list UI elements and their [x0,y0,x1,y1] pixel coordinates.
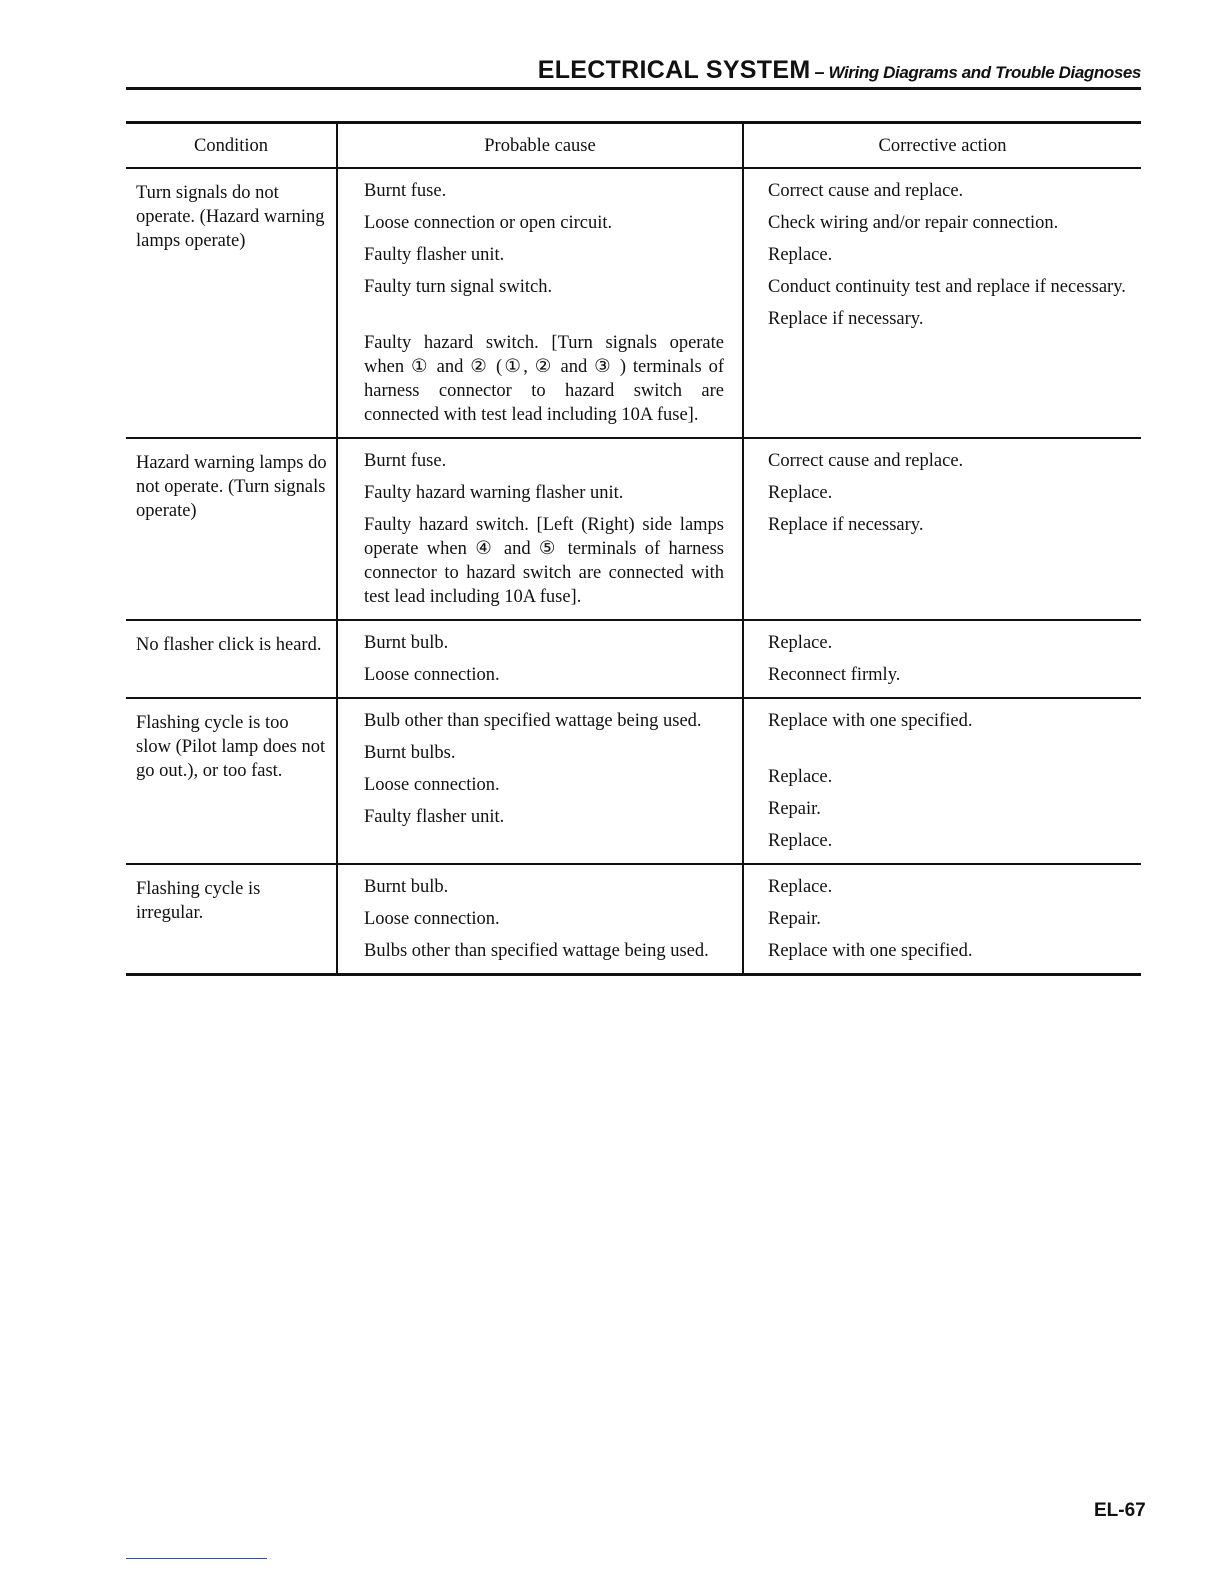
condition-cell [126,864,337,975]
corrective-action-cell [743,438,1141,620]
cause-item: Burnt fuse. [364,451,447,471]
cause-item: Burnt fuse. [364,181,447,201]
section-title: ELECTRICAL SYSTEM [537,56,811,84]
probable-cause-cell [337,698,743,864]
cause-item: Burnt bulb. [364,633,449,653]
action-item: Replace. [768,831,833,851]
cause-item: Burnt bulb. [364,877,449,897]
action-item: Replace with one specified. [768,711,973,731]
action-item: Check wiring and/or repair connection. [768,213,1059,233]
header-dash: – [814,62,825,82]
cause-item: Bulb other than specified wattage being used. [364,711,702,731]
corrective-action-cell [743,620,1141,698]
cause-item: Loose connection or open circuit. [364,213,613,233]
column-header-probable-cause: Probable cause [337,123,743,169]
corrective-action-cell [743,864,1141,975]
cause-item: Faulty flasher unit. [364,807,505,827]
cause-item: Burnt bulbs. [364,743,456,763]
cause-item: Faulty hazard switch. [Left (Right) side lamps operate when ④ and ⑤ terminals of harness connector to hazard switch are connected with test lead including 10A fuse]. [364,515,724,607]
action-item: Replace with one specified. [768,941,973,961]
condition-cell [126,698,337,864]
footer-rule [126,1558,267,1559]
action-item: Replace. [768,877,833,897]
condition-text: Flashing cycle is too slow (Pilot lamp does not go out.), or too fast. [136,713,326,781]
condition-cell [126,620,337,698]
table-header-row [126,123,1141,169]
action-item: Conduct continuity test and replace if necessary. [768,277,1126,297]
action-item: Correct cause and replace. [768,451,964,471]
action-item: Repair. [768,909,821,929]
column-header-corrective-action: Corrective action [743,123,1141,169]
corrective-action-cell [743,698,1141,864]
action-item: Replace. [768,767,833,787]
cause-item: Loose connection. [364,775,500,795]
condition-text: Turn signals do not operate. (Hazard warning lamps operate) [136,183,325,251]
condition-cell [126,438,337,620]
probable-cause-cell [337,864,743,975]
cause-item: Faulty turn signal switch. [364,277,553,297]
table-row [126,438,1141,620]
table-row [126,620,1141,698]
condition-text: Flashing cycle is irregular. [136,879,261,923]
cause-item: Bulbs other than specified wattage being used. [364,941,709,961]
action-item: Replace if necessary. [768,309,924,329]
cause-item: Faulty hazard warning flasher unit. [364,483,624,503]
table-row [126,168,1141,438]
action-item: Replace if necessary. [768,515,924,535]
corrective-action-cell [743,168,1141,438]
header-rule [126,87,1141,90]
column-header-condition: Condition [126,123,337,169]
cause-item: Faulty flasher unit. [364,245,505,265]
condition-cell [126,168,337,438]
action-item: Reconnect firmly. [768,665,901,685]
action-item: Replace. [768,633,833,653]
action-item: Replace. [768,483,833,503]
table-row [126,698,1141,864]
trouble-diagnosis-table [126,121,1141,976]
page-header [126,56,1141,90]
cause-item: Faulty hazard switch. [Turn signals operate when ① and ② (①, ② and ③ ) terminals of harness connector to hazard switch are connected with test lead including 10A fuse]. [364,333,724,425]
probable-cause-cell [337,168,743,438]
probable-cause-cell [337,438,743,620]
cause-item: Loose connection. [364,665,500,685]
condition-text: Hazard warning lamps do not operate. (Turn signals operate) [136,453,327,521]
action-item: Repair. [768,799,821,819]
action-item: Correct cause and replace. [768,181,964,201]
section-subtitle: Wiring Diagrams and Trouble Diagnoses [828,63,1141,82]
cause-item: Loose connection. [364,909,500,929]
probable-cause-cell [337,620,743,698]
condition-text: No flasher click is heard. [136,635,322,655]
table-row [126,864,1141,975]
page-number: EL-67 [1094,1500,1146,1521]
action-item: Replace. [768,245,833,265]
